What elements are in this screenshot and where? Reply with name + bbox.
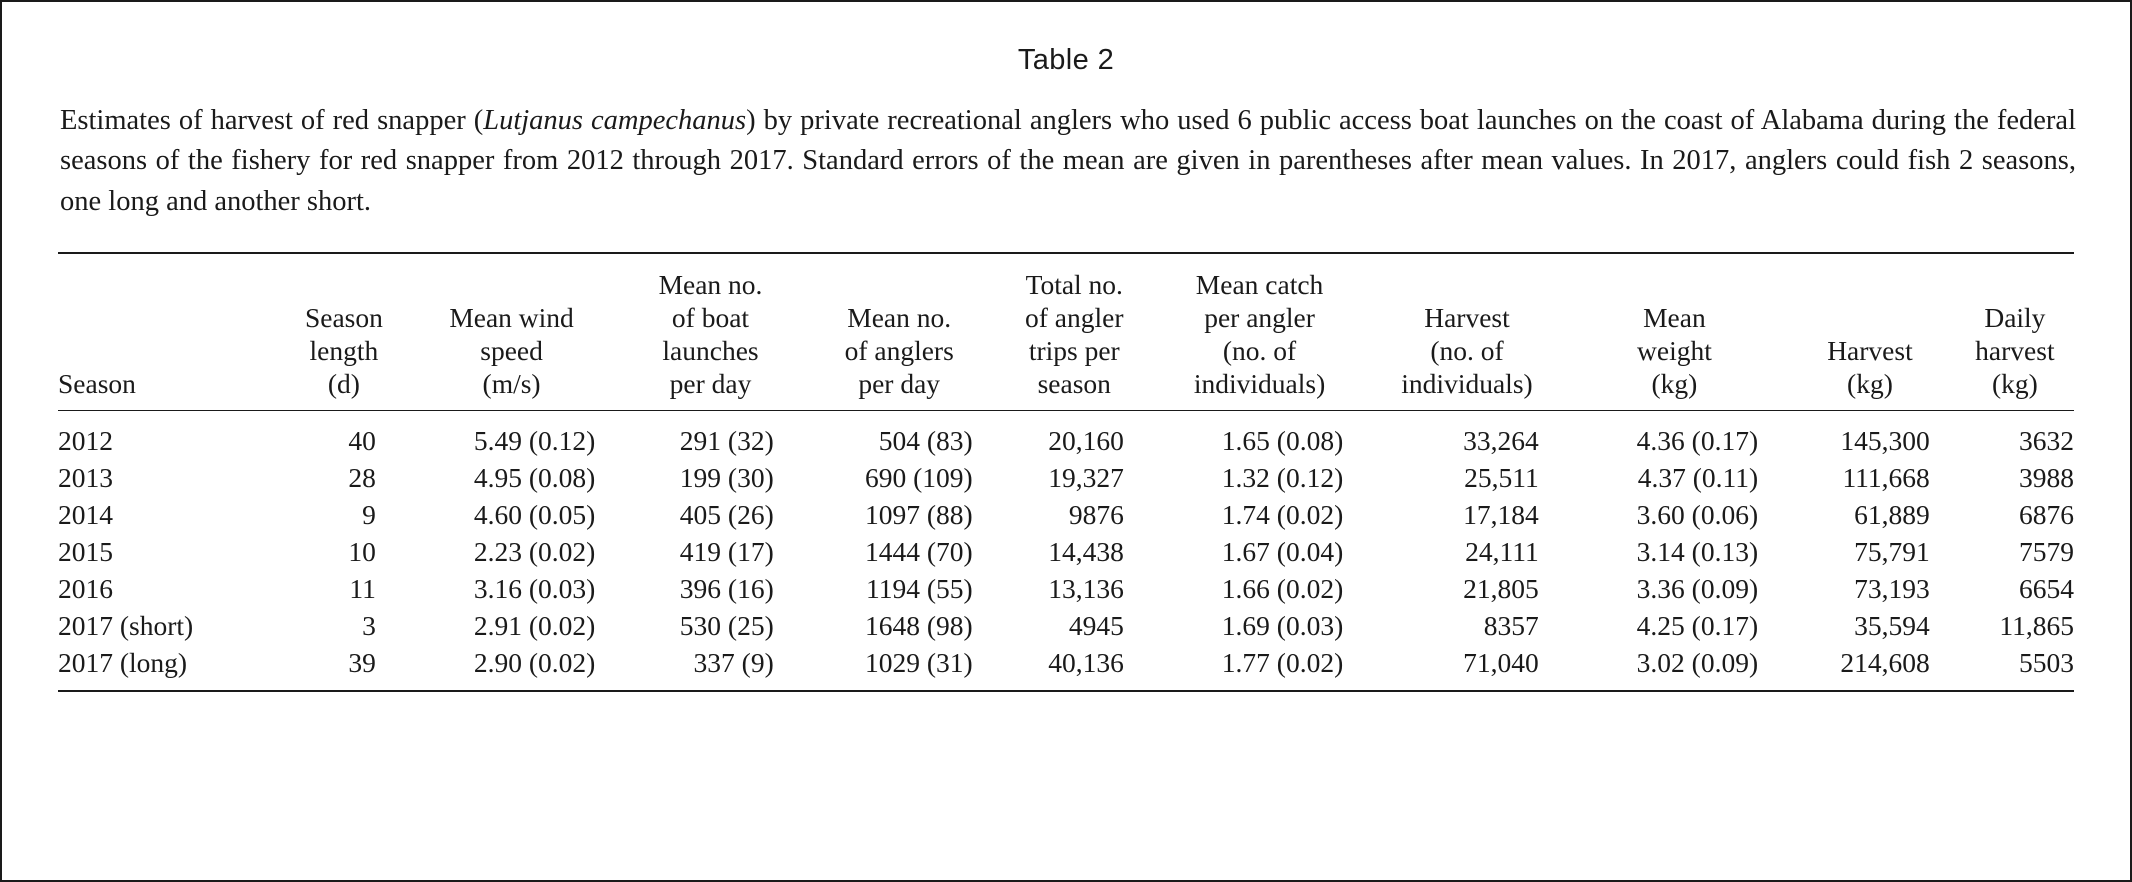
column-header-anglers-per-day	[800, 253, 999, 411]
data-table-wrapper	[30, 252, 2102, 692]
species-scientific-name: Lutjanus campechanus	[483, 105, 747, 136]
cell-catch_angler: 1.32 (0.12)	[1221, 462, 1344, 494]
cell-wind_speed: 2.91 (0.02)	[473, 610, 596, 642]
column-header-line: (d)	[327, 368, 360, 400]
cell-mean_weight: 4.25 (0.17)	[1636, 610, 1759, 642]
cell-boat_launches: 199 (30)	[679, 462, 774, 494]
table-row	[58, 460, 2074, 497]
caption-text-before: Estimates of harvest of red snapper (	[60, 105, 484, 136]
column-header-line: speed	[480, 335, 543, 367]
cell-angler_trips: 14,438	[1048, 536, 1124, 568]
cell-anglers: 1097 (88)	[864, 499, 973, 531]
table-head	[58, 253, 2074, 411]
column-header-line: launches	[662, 335, 759, 367]
table-row	[58, 608, 2074, 645]
cell-harvest_ind: 24,111	[1465, 536, 1539, 568]
cell-boat_launches: 405 (26)	[679, 499, 774, 531]
cell-harvest_kg: 61,889	[1854, 499, 1930, 531]
cell-wind_speed: 4.95 (0.08)	[473, 462, 596, 494]
cell-wind_speed: 3.16 (0.03)	[473, 573, 596, 605]
cell-wind_speed: 4.60 (0.05)	[473, 499, 596, 531]
column-header-angler-trips	[999, 253, 1150, 411]
cell-season_length: 11	[349, 573, 376, 605]
column-header-line: weight	[1637, 335, 1712, 367]
cell-anglers: 1194 (55)	[865, 573, 973, 605]
column-header-line: harvest	[1975, 335, 2055, 367]
cell-boat_launches: 291 (32)	[621, 411, 799, 460]
cell-daily_harvest: 6654	[2019, 573, 2074, 605]
cell-daily_harvest: 6876	[2019, 499, 2074, 531]
column-header-harvest-kg	[1784, 253, 1956, 411]
column-header-catch-per-angler	[1150, 253, 1369, 411]
table-row	[58, 534, 2074, 571]
cell-mean_weight: 3.14 (0.13)	[1636, 536, 1759, 568]
cell-season: 2013	[58, 462, 113, 494]
column-header-harvest-individuals	[1369, 253, 1564, 411]
cell-harvest_kg: 145,300	[1784, 411, 1956, 460]
column-header-line: Total no.	[1025, 269, 1123, 301]
table-number-label: Table 2	[1017, 44, 1115, 76]
table-caption	[60, 101, 2076, 222]
cell-season_length: 9	[362, 499, 376, 531]
cell-season: 2012	[58, 411, 286, 460]
column-header-daily-harvest	[1956, 253, 2074, 411]
cell-season_length: 10	[348, 536, 376, 568]
column-header-line: of anglers	[844, 335, 954, 367]
cell-season_length: 28	[348, 462, 376, 494]
column-header-line: Mean no.	[658, 269, 763, 301]
column-header-line: length	[309, 335, 379, 367]
cell-boat_launches: 530 (25)	[679, 610, 774, 642]
cell-harvest_ind: 8357	[1483, 610, 1539, 642]
cell-angler_trips: 4945	[1068, 610, 1124, 642]
column-header-line: Harvest	[1424, 302, 1510, 334]
cell-mean_weight: 3.36 (0.09)	[1636, 573, 1759, 605]
column-header-line: of boat	[671, 302, 750, 334]
column-header-line: Harvest	[1827, 335, 1913, 367]
cell-catch_angler: 1.77 (0.02)	[1221, 647, 1344, 679]
column-header-season-length	[286, 253, 402, 411]
table-bottom-rule	[58, 690, 2074, 692]
column-header-line: Season	[304, 302, 383, 334]
cell-season: 2017 (long)	[58, 647, 188, 679]
caption-text-after: ) by private recreational anglers who used 6 public access boat launches on the coast of Alabama during the federal seasons of the fishery for red snapper from 2012 through 2017. Standard errors of the mean are given in parentheses after mean values. In 2017, anglers could fish 2 seasons, one long and another short.	[60, 105, 2076, 217]
cell-anglers: 1029 (31)	[864, 647, 973, 679]
column-header-line: per day	[858, 368, 941, 400]
cell-harvest_ind: 21,805	[1463, 573, 1539, 605]
cell-season_length: 40	[286, 411, 402, 460]
cell-harvest_ind: 17,184	[1463, 499, 1539, 531]
column-header-line: individuals)	[1193, 368, 1326, 400]
cell-harvest_ind: 71,040	[1463, 647, 1539, 679]
cell-catch_angler: 1.74 (0.02)	[1221, 499, 1344, 531]
table-header-row	[58, 253, 2074, 411]
cell-harvest_kg: 214,608	[1840, 647, 1930, 679]
cell-anglers: 1648 (98)	[864, 610, 973, 642]
cell-wind_speed: 5.49 (0.12)	[402, 411, 621, 460]
cell-angler_trips: 19,327	[1048, 462, 1124, 494]
column-header-line: Mean wind	[449, 302, 574, 334]
cell-harvest_kg: 35,594	[1854, 610, 1930, 642]
column-header-boat-launches	[621, 253, 799, 411]
table-row	[58, 645, 2074, 682]
column-header-line: (kg)	[1991, 368, 2038, 400]
cell-angler_trips: 20,160	[999, 411, 1150, 460]
cell-season: 2016	[58, 573, 113, 605]
cell-wind_speed: 2.23 (0.02)	[473, 536, 596, 568]
cell-angler_trips: 40,136	[1048, 647, 1124, 679]
harvest-data-table	[58, 252, 2074, 682]
cell-harvest_kg: 111,668	[1842, 462, 1930, 494]
column-header-line: Mean no.	[847, 302, 952, 334]
column-header-line: individuals)	[1401, 368, 1533, 400]
column-header-line: (no. of	[1430, 335, 1504, 367]
column-header-line: season	[1037, 368, 1111, 400]
column-header-season	[58, 253, 286, 411]
column-header-line: (kg)	[1651, 368, 1698, 400]
cell-season_length: 3	[362, 610, 376, 642]
cell-angler_trips: 13,136	[1048, 573, 1124, 605]
column-header-line: Season	[58, 368, 136, 400]
cell-mean_weight: 3.02 (0.09)	[1636, 647, 1759, 679]
table-row	[58, 411, 2074, 460]
cell-harvest_ind: 25,511	[1464, 462, 1539, 494]
cell-catch_angler: 1.69 (0.03)	[1221, 610, 1344, 642]
cell-wind_speed: 2.90 (0.02)	[473, 647, 596, 679]
cell-boat_launches: 396 (16)	[679, 573, 774, 605]
cell-catch_angler: 1.65 (0.08)	[1150, 411, 1369, 460]
cell-daily_harvest: 3988	[2019, 462, 2074, 494]
cell-season: 2014	[58, 499, 113, 531]
cell-boat_launches: 419 (17)	[679, 536, 774, 568]
cell-season_length: 39	[348, 647, 376, 679]
table-body	[58, 411, 2074, 682]
cell-season: 2015	[58, 536, 113, 568]
column-header-line: Mean	[1643, 302, 1706, 334]
cell-daily_harvest: 5503	[2019, 647, 2074, 679]
column-header-line: (no. of	[1222, 335, 1297, 367]
column-header-line: (m/s)	[482, 368, 541, 400]
cell-daily_harvest: 11,865	[1999, 610, 2074, 642]
column-header-wind-speed	[402, 253, 621, 411]
cell-catch_angler: 1.66 (0.02)	[1221, 573, 1344, 605]
cell-mean_weight: 3.60 (0.06)	[1636, 499, 1759, 531]
cell-angler_trips: 9876	[1068, 499, 1124, 531]
cell-boat_launches: 337 (9)	[693, 647, 774, 679]
cell-catch_angler: 1.67 (0.04)	[1221, 536, 1344, 568]
column-header-line: per day	[669, 368, 752, 400]
cell-season: 2017 (short)	[58, 610, 194, 642]
column-header-line: (kg)	[1847, 368, 1893, 400]
cell-harvest_ind: 33,264	[1369, 411, 1564, 460]
column-header-line: trips per	[1028, 335, 1120, 367]
cell-anglers: 1444 (70)	[864, 536, 973, 568]
cell-mean_weight: 4.37 (0.11)	[1637, 462, 1759, 494]
cell-harvest_kg: 73,193	[1854, 573, 1930, 605]
cell-anglers: 690 (109)	[864, 462, 973, 494]
cell-harvest_kg: 75,791	[1854, 536, 1930, 568]
column-header-mean-weight	[1565, 253, 1784, 411]
cell-daily_harvest: 7579	[2019, 536, 2074, 568]
column-header-line: of angler	[1025, 302, 1124, 334]
table-row	[58, 497, 2074, 534]
cell-daily_harvest: 3632	[1956, 411, 2074, 460]
column-header-line: Daily	[1984, 302, 2046, 334]
cell-mean_weight: 4.36 (0.17)	[1565, 411, 1784, 460]
column-header-line: per angler	[1204, 302, 1315, 334]
column-header-line: Mean catch	[1195, 269, 1324, 301]
cell-anglers: 504 (83)	[800, 411, 999, 460]
table-row	[58, 571, 2074, 608]
